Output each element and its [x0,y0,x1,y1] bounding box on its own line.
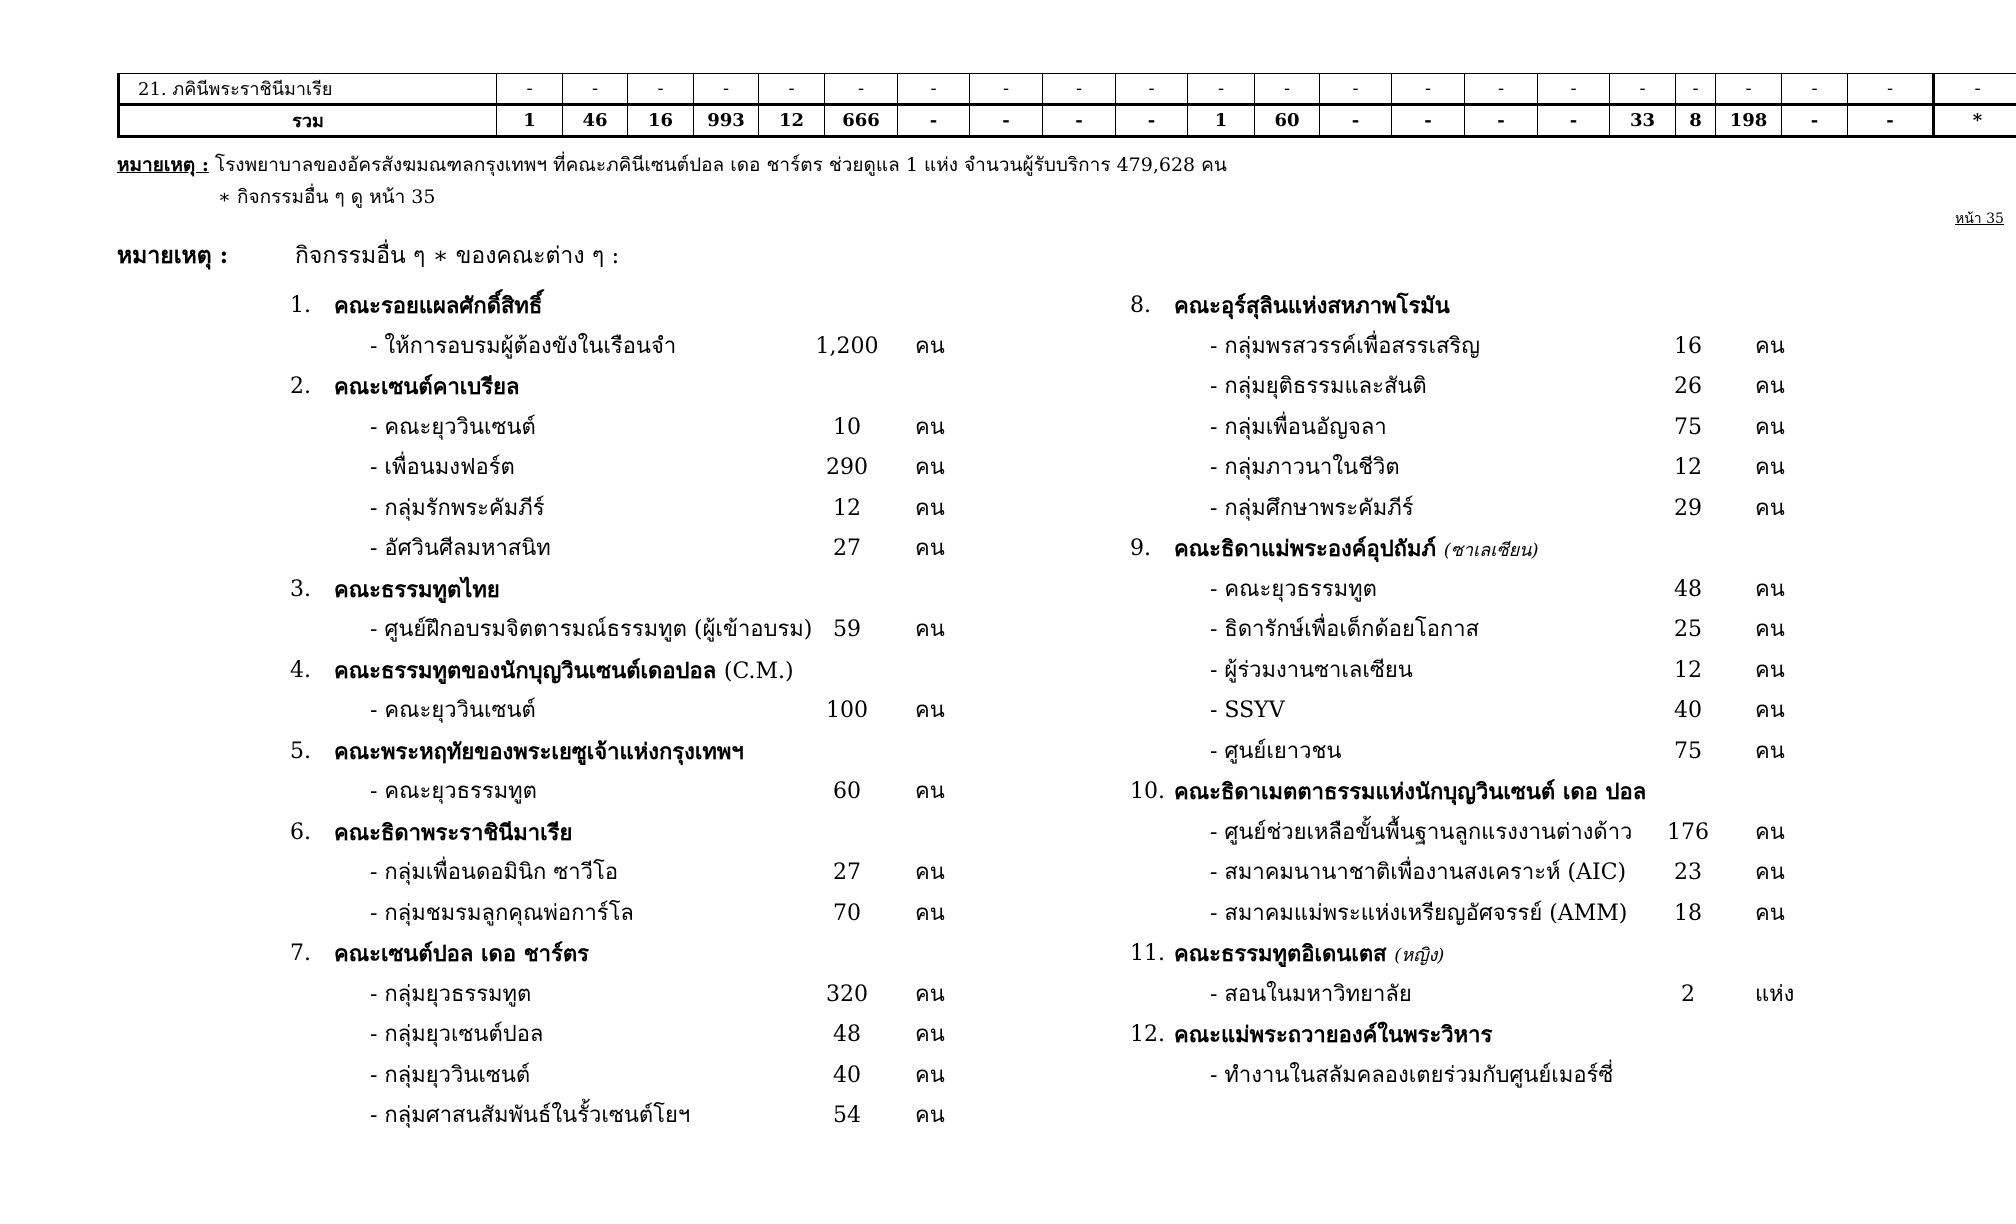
activity-count: 48 [1674,576,1702,602]
activity-count: 70 [833,900,861,926]
org-name: คณะธรรมทูตของนักบุญวินเซนต์เดอปอล [334,657,717,684]
org-name: คณะพระหฤทัยของพระเยซูเจ้าแห่งกรุงเทพฯ [334,738,744,765]
activity-item [290,327,990,368]
organization-heading [1130,772,1830,813]
org-name: คณะธรรมทูตไทย [334,576,500,603]
activity-item [290,1056,990,1097]
table-cell: - [1116,74,1188,105]
summary-table [117,73,2016,138]
org-subtitle: (ซาเลเซียน) [1443,540,1539,561]
activity-count: 2 [1681,981,1695,1007]
organization-heading [1130,286,1830,327]
table-cell: - [1116,105,1188,137]
activity-name: - กลุ่มรักพระคัมภีร์ [370,495,545,521]
table-cell: - [1392,74,1465,105]
activity-unit: คน [1755,657,1785,683]
activity-name: - สมาคมแม่พระแห่งเหรียญอัศจรรย์ (AMM) [1210,900,1628,926]
note-text: โรงพยาบาลของอัครสังฆมณฑลกรุงเทพฯ ที่คณะภคินีเซนต์ปอล เดอ ชาร์ตร ช่วยดูแล 1 แห่ง จำนวนผู้รับบริการ 479,628 คน [214,154,1227,176]
activity-unit: คน [915,981,945,1007]
table-cell: - [628,74,694,105]
org-heading-text [1174,529,1538,572]
activity-unit: คน [1755,738,1785,764]
activity-item [290,975,990,1016]
activity-count: 40 [833,1062,861,1088]
org-number: 6. [290,819,311,845]
table-cell: - [1465,105,1538,137]
activity-count: 1,200 [815,333,879,359]
activity-name: - กลุ่มยุติธรรมและสันติ [1210,374,1427,399]
org-number: 1. [290,293,311,318]
activity-unit: คน [915,617,945,642]
table-cell: - [1320,74,1392,105]
activity-count: 320 [826,981,868,1007]
org-subtitle: (หญิง) [1394,945,1445,966]
activity-count: 59 [833,617,861,642]
activity-item [1130,975,1830,1016]
activity-item [1130,570,1830,611]
activity-count: 29 [1674,495,1702,521]
activity-item [290,1015,990,1056]
activity-unit: คน [915,414,945,440]
right-activities-column [1130,286,1830,1096]
table-cell: - [898,105,970,137]
org-number: 3. [290,576,311,602]
activity-unit: คน [915,900,945,926]
org-name: คณะรอยแผลศักดิ์สิทธิ์ [334,293,543,319]
table-cell: - [1320,105,1392,137]
activity-item [1130,327,1830,368]
note-label: หมายเหตุ : [117,154,209,176]
total-row [119,105,2016,137]
org-number: 9. [1130,536,1151,561]
activity-name: - ศูนย์เยาวชน [1210,738,1342,764]
table-cell: - [1610,74,1676,105]
activity-count: 18 [1674,900,1702,926]
organization-heading [290,651,990,692]
table-cell: - [1934,74,2016,105]
table-row [119,74,2016,105]
organization-heading [290,813,990,854]
table-cell: - [1043,74,1116,105]
organization-heading [290,934,990,975]
table-cell: - [1782,74,1848,105]
org-number: 11. [1130,941,1165,966]
activity-unit: คน [915,495,945,521]
org-name: คณะธิดาเมตตาธรรมแห่งนักบุญวินเซนต์ เดอ ปอล [1174,779,1647,805]
activity-item [1130,610,1830,651]
activity-name: - ศูนย์ฝึกอบรมจิตตารมณ์ธรรมทูต (ผู้เข้าอบรม) [370,617,813,642]
activity-item [290,772,990,813]
table-cell: - [1043,105,1116,137]
activity-count: 27 [833,860,861,885]
org-heading-text [1174,286,1450,327]
activity-count: 12 [1674,657,1702,683]
activity-unit: คน [915,1022,945,1047]
activity-unit: คน [915,698,945,723]
activity-unit: คน [915,1062,945,1088]
organization-heading [1130,934,1830,975]
org-name: คณะธิดาพระราชินีมาเรีย [334,819,573,846]
activity-item [290,853,990,894]
org-name: คณะธรรมทูตอิเดนเตส [1174,941,1387,967]
activity-unit: คน [915,860,945,885]
org-number: 12. [1130,1022,1165,1047]
activity-item [1130,853,1830,894]
activity-unit: คน [915,779,945,804]
table-cell: - [1538,105,1610,137]
table-cell: 8 [1676,105,1716,137]
table-cell: 60 [1255,105,1320,137]
activity-name: - คณะยุววินเซนต์ [370,414,536,440]
activity-item [290,1096,990,1137]
activity-count: 10 [833,414,861,440]
organization-heading [1130,529,1830,570]
activity-unit: คน [1755,819,1785,845]
table-cell: - [1188,74,1255,105]
row-label: 21. ภคินีพระราชินีมาเรีย [119,74,497,105]
table-cell: - [563,74,628,105]
activity-name: - คณะยุวธรรมทูต [1210,576,1377,602]
activity-count: 26 [1674,374,1702,399]
table-cell: - [1676,74,1716,105]
table-cell: 198 [1716,105,1782,137]
activity-unit: คน [1755,414,1785,440]
activity-count: 75 [1674,738,1702,764]
activity-count: 75 [1674,414,1702,440]
activity-count: 100 [826,698,868,723]
org-number: 2. [290,374,311,399]
org-name: คณะเซนต์ปอล เดอ ชาร์ตร [334,941,589,967]
activity-item [1130,448,1830,489]
activity-item [1130,691,1830,732]
activity-count: 60 [833,779,861,804]
activity-name: - SSYV [1210,698,1285,723]
org-heading-text [1174,934,1444,977]
activity-name: - คณะยุววินเซนต์ [370,698,536,723]
activity-count: 290 [826,455,868,480]
organization-heading [290,286,990,327]
activity-unit: คน [915,1103,945,1128]
activity-item [290,610,990,651]
table-cell: 46 [563,105,628,137]
table-cell: 16 [628,105,694,137]
activity-name: - กลุ่มเพื่อนอัญจลา [1210,414,1387,440]
activity-name: - กลุ่มยุวธรรมทูต [370,981,532,1007]
activity-name: - ศูนย์ช่วยเหลือขั้นพื้นฐานลูกแรงงานต่างด้าว [1210,819,1633,845]
table-cell: - [1538,74,1610,105]
table-cell: 33 [1610,105,1676,137]
organization-heading [290,570,990,611]
table-cell: 12 [759,105,825,137]
activity-name: - กลุ่มศาสนสัมพันธ์ในรั้วเซนต์โยฯ [370,1103,691,1128]
left-activities-column [290,286,990,1137]
activity-unit: คน [1755,900,1785,926]
activity-item [290,408,990,449]
activity-unit: คน [1755,576,1785,602]
row-label: รวม [119,105,497,137]
activity-unit: คน [915,333,945,359]
activity-item [290,529,990,570]
org-heading-text [334,934,589,975]
activity-unit: คน [1755,860,1785,885]
activity-item [1130,1056,1830,1097]
activity-unit: คน [1755,374,1785,399]
org-number: 10. [1130,779,1165,804]
table-cell: - [694,74,759,105]
activity-name: - กลุ่มเพื่อนดอมินิก ซาวีโอ [370,860,619,885]
org-heading-text [334,570,500,611]
activity-name: - เพื่อนมงฟอร์ต [370,455,515,480]
activity-name: - กลุ่มยุวเซนต์ปอล [370,1022,544,1047]
activity-unit: คน [1755,455,1785,480]
activity-name: - ธิดารักษ์เพื่อเด็กด้อยโอกาส [1210,617,1480,642]
table-cell: 666 [825,105,898,137]
activity-count: 12 [1674,455,1702,480]
table-cell: 1 [1188,105,1255,137]
activity-count: 48 [833,1022,861,1047]
activity-name: - สอนในมหาวิทยาลัย [1210,981,1412,1007]
org-number: 4. [290,657,311,683]
org-heading-text [334,813,572,854]
activity-item [1130,651,1830,692]
activity-unit: คน [915,536,945,561]
org-name: คณะเซนต์คาเบรียล [334,374,520,400]
activity-count: 25 [1674,617,1702,642]
activity-item [1130,813,1830,854]
activity-count: 12 [833,495,861,521]
organization-heading [290,367,990,408]
org-number: 5. [290,738,311,764]
org-name: คณะแม่พระถวายองค์ในพระวิหาร [1174,1022,1493,1048]
org-number: 8. [1130,293,1151,318]
table-cell: - [497,74,563,105]
table-cell: - [825,74,898,105]
activity-name: - อัศวินศีลมหาสนิท [370,536,551,561]
table-cell: - [1716,74,1782,105]
activity-name: - กลุ่มยุววินเซนต์ [370,1062,531,1088]
activity-unit: คน [1755,698,1785,723]
activity-unit: คน [1755,495,1785,521]
activity-item [290,489,990,530]
activities-reference-note: ∗ กิจกรรมอื่น ๆ ดู หน้า 35 [218,186,436,208]
activity-item [1130,732,1830,773]
org-name: คณะอุร์สุลินแห่งสหภาพโรมัน [1174,293,1450,319]
activity-item [290,448,990,489]
org-heading-text [1174,1015,1492,1056]
org-abbreviation: (C.M.) [723,658,794,684]
activity-name: - กลุ่มพรสวรรค์เพื่อสรรเสริญ [1210,333,1480,359]
table-cell: - [970,74,1043,105]
activity-item [290,691,990,732]
activity-name: - ผู้ร่วมงานซาเลเซียน [1210,657,1413,683]
org-heading-text [334,367,519,408]
activity-name: - ให้การอบรมผู้ต้องขังในเรือนจำ [370,333,677,359]
table-cell: - [1255,74,1320,105]
activity-count: 16 [1674,333,1702,359]
table-cell: - [970,105,1043,137]
org-name: คณะธิดาแม่พระองค์อุปถัมภ์ [1174,536,1437,562]
activity-unit: คน [1755,617,1785,642]
page-reference: หน้า 35 [1955,211,2004,227]
table-cell: - [898,74,970,105]
org-number: 7. [290,941,311,966]
notes-intro: กิจกรรมอื่น ๆ ∗ ของคณะต่าง ๆ : [295,243,620,269]
table-cell: - [1392,105,1465,137]
activity-item [290,894,990,935]
table-cell: * [1934,105,2016,137]
activity-name: - คณะยุวธรรมทูต [370,779,537,804]
activity-name: - กลุ่มศึกษาพระคัมภีร์ [1210,495,1414,521]
org-heading-text [334,651,794,693]
activity-unit: แห่ง [1755,981,1795,1007]
table-cell: - [759,74,825,105]
table-cell: - [1465,74,1538,105]
hospital-note [117,150,1227,180]
activity-unit: คน [1755,333,1785,359]
activity-name: - กลุ่มภาวนาในชีวิต [1210,455,1400,480]
organization-heading [1130,1015,1830,1056]
activity-item [1130,367,1830,408]
table-cell: 1 [497,105,563,137]
notes-title: หมายเหตุ : [117,242,229,269]
activity-item [1130,894,1830,935]
organization-heading [290,732,990,773]
activity-count: 54 [833,1103,861,1128]
activity-count: 23 [1674,860,1702,885]
activity-item [1130,408,1830,449]
activity-name: - ทำงานในสลัมคลองเตยร่วมกับศูนย์เมอร์ซี่ [1210,1062,1614,1088]
activity-count: 27 [833,536,861,561]
activity-unit: คน [915,455,945,480]
table-cell: 993 [694,105,759,137]
org-heading-text [1174,772,1646,813]
activity-name: - กลุ่มชมรมลูกคุณพ่อการ์โล [370,900,634,926]
activity-count: 176 [1667,819,1709,845]
activity-name: - สมาคมนานาชาติเพื่องานสงเคราะห์ (AIC) [1210,860,1627,885]
org-heading-text [334,732,744,773]
activity-count: 40 [1674,698,1702,723]
table-cell: - [1848,74,1934,105]
activity-item [1130,489,1830,530]
table-cell: - [1782,105,1848,137]
org-heading-text [334,286,542,327]
table-cell: - [1848,105,1934,137]
